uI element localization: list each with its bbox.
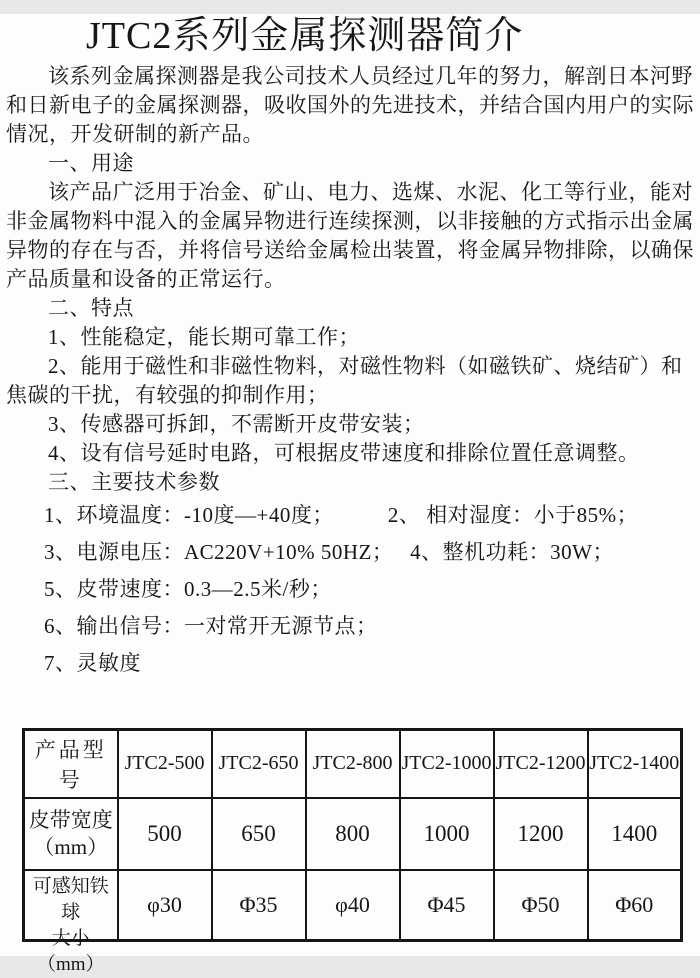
text-line: 二、特点 [48,296,134,320]
table-cell: JTC2-1000 [400,730,494,798]
table-row [24,798,682,870]
spec-text-line: 3、电源电压：AC220V+10% 50HZ； 4、整机功耗：30W； [44,540,614,564]
table-cell: 1000 [400,798,494,870]
table-cell: 800 [306,798,400,870]
table-cell: JTC2-650 [212,730,306,798]
table-row [24,870,682,941]
table-cell: JTC2-1400 [588,730,682,798]
text-line: 非金属物料中混入的金属异物进行连续探测，以非接触的方式指示出金属 [6,209,694,233]
text-line: 异物的存在与否，并将信号送给金属检出装置，将金属异物排除，以确保 [6,238,694,262]
row-label-line: 产品型号 [34,737,107,792]
row-label-cell [24,798,118,870]
table-cell: Φ35 [212,870,306,941]
text-line: 焦碳的干扰，有较强的抑制作用； [6,383,329,407]
table-cell: Φ60 [588,870,682,941]
row-label-line: 皮带宽度 [28,807,113,832]
spec-text-line: 6、输出信号：一对常开无源节点； [44,614,378,638]
text-line: 三、主要技术参数 [48,470,220,494]
text-line: 2、能用于磁性和非磁性物料，对磁性物料（如磁铁矿、烧结矿）和 [48,354,683,378]
row-label-text [25,871,117,976]
row-label-line: （mm） [36,954,105,976]
row-label-line: 可感知铁球 [32,876,109,924]
table-cell: 1400 [588,798,682,870]
table-cell: φ30 [118,870,212,941]
text-line: 一、用途 [48,151,134,175]
table-cell: Φ50 [494,870,588,941]
text-line: 产品质量和设备的正常运行。 [6,267,286,291]
table-cell: 650 [212,798,306,870]
table-cell: Φ45 [400,870,494,941]
table-cell: JTC2-1200 [494,730,588,798]
document-page [0,14,700,976]
spec-text-line: 7、灵敏度 [44,651,141,675]
spec-text-line: 5、皮带速度：0.3—2.5米/秒； [44,577,332,601]
row-label-text [25,734,117,794]
table-cell: JTC2-500 [118,730,212,798]
row-label-line: 大小 [51,928,90,950]
text-line: 4、设有信号延时电路，可根据皮带速度和排除位置任意调整。 [48,441,640,465]
text-line: 情况，开发研制的新产品。 [6,122,264,146]
row-label-cell [24,870,118,976]
row-label-cell [24,730,118,798]
text-line: 和日新电子的金属探测器，吸收国外的先进技术，并结合国内用户的实际 [6,93,694,117]
table-row [24,730,682,798]
table-cell: JTC2-800 [306,730,400,798]
document-body [0,62,700,682]
product-spec-table [22,728,683,976]
row-label-line: （mm） [33,834,109,859]
table-cell: 1200 [494,798,588,870]
text-line: 3、传感器可拆卸，不需断开皮带安装； [48,412,425,436]
page-title: JTC2系列金属探测器简介 [86,15,524,57]
spec-table-body [24,730,682,976]
text-line: 该产品广泛用于冶金、矿山、电力、选煤、水泥、化工等行业，能对 [48,180,693,204]
text-line: 该系列金属探测器是我公司技术人员经过几年的努力，解剖日本河野 [48,64,693,88]
row-label-text [25,807,117,861]
text-line: 1、性能稳定，能长期可靠工作； [48,325,360,349]
table-cell: 500 [118,798,212,870]
spec-text-line: 1、环境温度：-10度—+40度； 2、 相对湿度：小于85%； [44,503,639,527]
table-cell: φ40 [306,870,400,941]
